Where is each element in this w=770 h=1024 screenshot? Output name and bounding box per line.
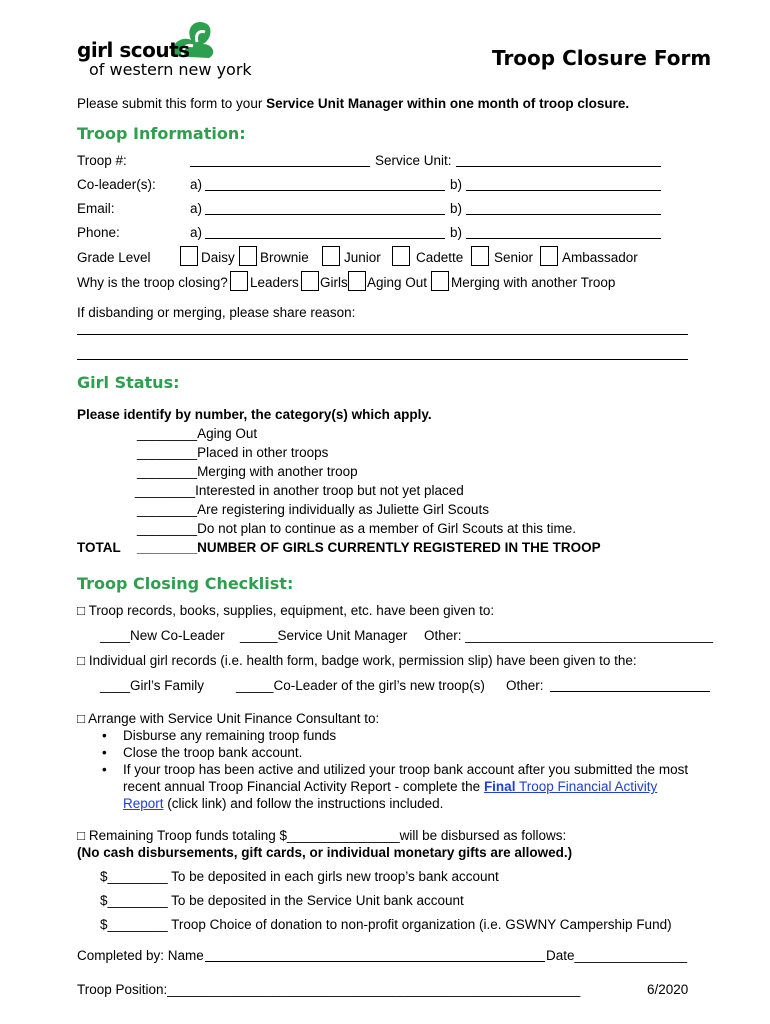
grade-cadette-checkbox[interactable] bbox=[392, 246, 410, 266]
grade-senior-checkbox[interactable] bbox=[471, 246, 489, 266]
total-text: ________NUMBER OF GIRLS CURRENTLY REGISTERED IN THE TROOP bbox=[137, 540, 601, 555]
records-other: Other: _________________________________ bbox=[424, 628, 714, 643]
closing-reason-label: Why is the troop closing? bbox=[77, 275, 228, 290]
coleader-label: Co-leader(s): bbox=[77, 177, 156, 192]
girl-records-other: Other: bbox=[506, 678, 544, 693]
finance-bullet: • bbox=[102, 745, 107, 760]
girl-status-item: ________Do not plan to continue as a member of Girl Scouts at this time. bbox=[137, 521, 576, 536]
phone-b-field[interactable] bbox=[466, 238, 661, 239]
reason-field-line2[interactable] bbox=[77, 359, 688, 360]
final-report-link[interactable]: Final Troop Financial Activity bbox=[483, 779, 658, 794]
logo bbox=[77, 18, 252, 84]
grade-brownie-label: Brownie bbox=[260, 250, 309, 265]
report-link[interactable]: Report bbox=[123, 796, 164, 811]
email-a-field[interactable] bbox=[205, 214, 445, 215]
records-service-unit-manager: _____Service Unit Manager bbox=[240, 628, 408, 643]
girl-status-item: ________Merging with another troop bbox=[137, 464, 358, 479]
checklist-item-girl-records: □ Individual girl records (i.e. health form, badge work, permission slip) have been given to the: bbox=[77, 653, 637, 668]
email-b-label: b) bbox=[450, 201, 463, 216]
troop-info-heading: Troop Information: bbox=[77, 124, 246, 143]
reason-girls-checkbox[interactable] bbox=[301, 271, 319, 291]
reason-field-line1[interactable] bbox=[77, 334, 688, 335]
finance-bullet: • bbox=[102, 762, 107, 777]
troop-number-label: Troop #: bbox=[77, 153, 127, 168]
reason-aging-out-label: Aging Out bbox=[367, 275, 428, 290]
phone-label: Phone: bbox=[77, 225, 120, 240]
grade-cadette-label: Cadette bbox=[416, 250, 464, 265]
checklist-item-funds: □ Remaining Troop funds totaling $_______________will be disbursed as follows: bbox=[77, 828, 567, 843]
phone-a-field[interactable] bbox=[205, 238, 445, 239]
logo-line2: of western new york bbox=[89, 60, 252, 79]
reason-merging-checkbox[interactable] bbox=[431, 271, 449, 291]
date-label: Date_______________ bbox=[546, 948, 688, 963]
completed-by-field[interactable] bbox=[205, 961, 545, 962]
disbursement-item: $________ To be deposited in the Service Unit bank account bbox=[100, 893, 464, 908]
email-b-field[interactable] bbox=[466, 214, 661, 215]
finance-bullet-text: Report (click link) and follow the instructions included. bbox=[123, 796, 444, 811]
girl-records-coleader: _____Co-Leader of the girl’s new troop(s) bbox=[236, 678, 485, 693]
grade-ambassador-checkbox[interactable] bbox=[540, 246, 558, 266]
grade-ambassador-label: Ambassador bbox=[562, 250, 638, 265]
coleader-b-field[interactable] bbox=[466, 190, 661, 191]
girl-status-heading: Girl Status: bbox=[77, 373, 180, 392]
coleader-b-label: b) bbox=[450, 177, 463, 192]
phone-a-label: a) bbox=[190, 225, 203, 240]
funds-note: (No cash disbursements, gift cards, or individual monetary gifts are allowed.) bbox=[77, 845, 573, 860]
grade-junior-label: Junior bbox=[344, 250, 381, 265]
service-unit-label: Service Unit: bbox=[375, 153, 452, 168]
completed-by-label: Completed by: Name bbox=[77, 948, 204, 963]
finance-bullet: • bbox=[102, 728, 107, 743]
troop-position-label: Troop Position:_______________________________________________________ bbox=[77, 982, 581, 997]
grade-junior-checkbox[interactable] bbox=[322, 246, 340, 266]
form-title: Troop Closure Form bbox=[492, 46, 712, 70]
girl-status-item: ________Interested in another troop but not yet placed bbox=[135, 483, 464, 498]
total-label: TOTAL bbox=[77, 540, 121, 555]
phone-b-label: b) bbox=[450, 225, 463, 240]
girl-status-item: ________Aging Out bbox=[137, 426, 258, 441]
finance-bullet-text: Disburse any remaining troop funds bbox=[123, 728, 337, 743]
checklist-heading: Troop Closing Checklist: bbox=[77, 574, 294, 593]
girl-status-item: ________Are registering individually as Juliette Girl Scouts bbox=[137, 502, 489, 517]
grade-level-label: Grade Level bbox=[77, 250, 151, 265]
reason-aging-out-checkbox[interactable] bbox=[348, 271, 366, 291]
reason-merging-label: Merging with another Troop bbox=[451, 275, 616, 290]
grade-daisy-checkbox[interactable] bbox=[180, 246, 198, 266]
finance-bullet-text: recent annual Troop Financial Activity Report - complete the Final Troop Financial Activity bbox=[123, 779, 658, 794]
reason-prompt: If disbanding or merging, please share reason: bbox=[77, 305, 356, 320]
grade-daisy-label: Daisy bbox=[201, 250, 235, 265]
intro-bold: Service Unit Manager within one month of troop closure. bbox=[266, 96, 630, 111]
checklist-item-finance: □ Arrange with Service Unit Finance Consultant to: bbox=[77, 711, 380, 726]
reason-leaders-label: Leaders bbox=[250, 275, 299, 290]
intro-text: Please submit this form to your Service Unit Manager within one month of troop closure. bbox=[77, 96, 630, 111]
coleader-a-field[interactable] bbox=[205, 190, 445, 191]
service-unit-field[interactable] bbox=[456, 166, 661, 167]
records-new-coleader: ____New Co-Leader bbox=[100, 628, 225, 643]
disbursement-item: $________ To be deposited in each girls new troop’s bank account bbox=[100, 869, 499, 884]
girl-status-item: ________Placed in other troops bbox=[137, 445, 329, 460]
finance-bullet-text: Close the troop bank account. bbox=[123, 745, 303, 760]
girl-records-family: ____Girl’s Family bbox=[100, 678, 205, 693]
logo-line1: girl scouts bbox=[77, 38, 190, 62]
email-a-label: a) bbox=[190, 201, 203, 216]
grade-senior-label: Senior bbox=[494, 250, 534, 265]
checklist-item-records: □ Troop records, books, supplies, equipment, etc. have been given to: bbox=[77, 603, 495, 618]
disbursement-item: $________ Troop Choice of donation to non-profit organization (i.e. GSWNY Campership Fund) bbox=[100, 917, 672, 932]
troop-number-field[interactable] bbox=[190, 166, 370, 167]
reason-leaders-checkbox[interactable] bbox=[230, 271, 248, 291]
coleader-a-label: a) bbox=[190, 177, 203, 192]
girl-status-instruction: Please identify by number, the category(s) which apply. bbox=[77, 407, 432, 422]
reason-girls-label: Girls bbox=[320, 275, 348, 290]
grade-brownie-checkbox[interactable] bbox=[239, 246, 257, 266]
form-version: 6/2020 bbox=[647, 982, 689, 997]
email-label: Email: bbox=[77, 201, 115, 216]
girl-records-other-field[interactable] bbox=[550, 691, 710, 692]
finance-bullet-text: If your troop has been active and utilized your troop bank account after you submitted the most bbox=[123, 762, 689, 777]
